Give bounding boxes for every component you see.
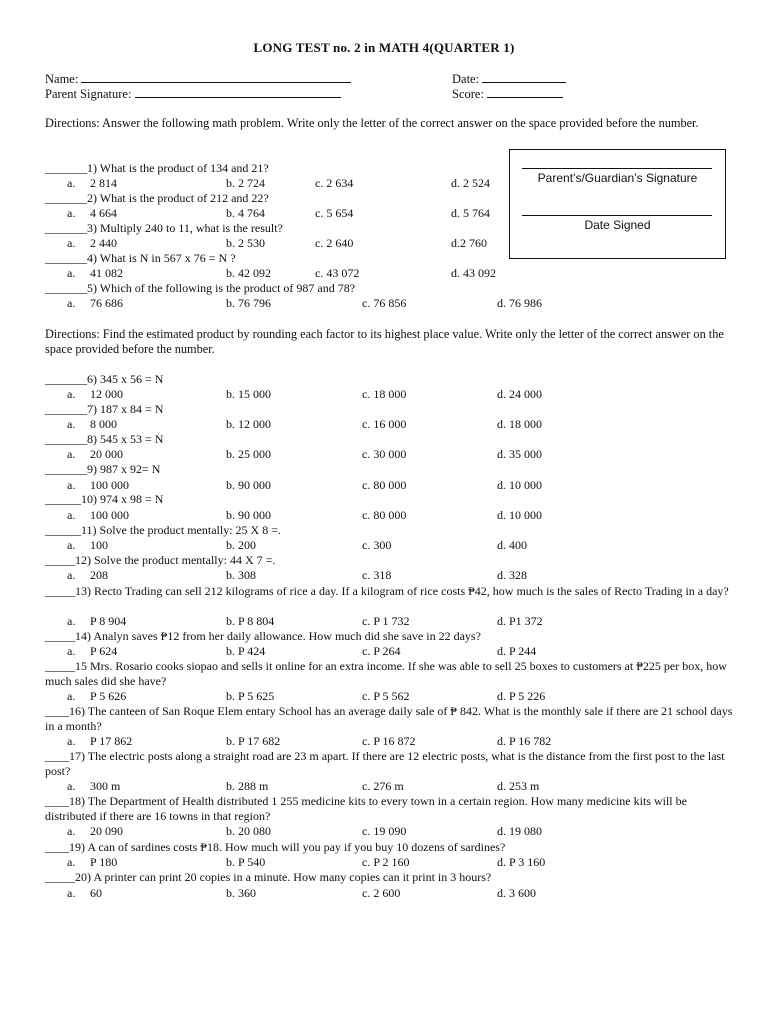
choice-d: d. 400: [497, 538, 527, 552]
choice-a: P 624: [90, 644, 118, 658]
choices-20: [45, 886, 735, 901]
choice-b: b. 360: [226, 886, 256, 900]
choice-a-marker: a.: [67, 568, 76, 582]
choices-11: [45, 538, 735, 553]
directions-part2: Directions: Find the estimated product by rounding each factor to its highest place value. Write only the letter of the correct answer on the space provided before the number.: [45, 327, 724, 356]
choice-c: c. P 1 732: [362, 614, 410, 628]
choice-d: d. P 3 160: [497, 855, 546, 869]
question-8: _______8) 545 x 53 = N: [45, 432, 164, 446]
choice-c: c. 80 000: [362, 508, 407, 522]
choice-b: b. 25 000: [226, 447, 271, 461]
question-12: _____12) Solve the product mentally: 44 X 7 =.: [45, 553, 276, 567]
choice-a: 41 082: [90, 266, 123, 280]
choice-b: b. P 540: [226, 855, 266, 869]
choice-a: 2 814: [90, 176, 117, 190]
choice-b: b. 90 000: [226, 478, 271, 492]
choice-c: c. P 5 562: [362, 689, 410, 703]
choice-c: c. 2 600: [362, 886, 401, 900]
choices-15: [45, 689, 735, 704]
choice-a-marker: a.: [67, 176, 76, 190]
choice-d: d. 5 764: [451, 206, 490, 220]
choice-a: 100 000: [90, 508, 129, 522]
choice-b: b. 2 530: [226, 236, 265, 250]
choice-b: b. P 424: [226, 644, 266, 658]
choice-a-marker: a.: [67, 614, 76, 628]
choice-d: d.2 760: [451, 236, 487, 250]
choice-d: d. 24 000: [497, 387, 542, 401]
choice-a-marker: a.: [67, 236, 76, 250]
date-signed-label: Date Signed: [584, 218, 651, 232]
choice-c: c. 2 640: [315, 236, 354, 250]
choice-a: 208: [90, 568, 108, 582]
choice-c: c. 276 m: [362, 779, 404, 793]
choice-a: 76 686: [90, 296, 123, 310]
question-11: ______11) Solve the product mentally: 25 X 8 =.: [45, 523, 281, 537]
choice-d: d. 3 600: [497, 886, 536, 900]
choice-c: c. 80 000: [362, 478, 407, 492]
choice-b: b. 20 080: [226, 824, 271, 838]
question-18: ____18) The Department of Health distributed 1 255 medicine kits to every town in a certain region. How many medicine kits will be distributed if there are 16 towns in that region?: [45, 794, 687, 823]
choice-b: b. P 8 804: [226, 614, 275, 628]
choice-d: d. 10 000: [497, 508, 542, 522]
choice-b: b. 200: [226, 538, 256, 552]
choice-c: c. 18 000: [362, 387, 407, 401]
score-row: [452, 85, 563, 102]
name-field[interactable]: [81, 70, 351, 83]
choices-4: [45, 266, 735, 281]
choice-c: c. 76 856: [362, 296, 407, 310]
choice-a: 20 090: [90, 824, 123, 838]
choice-b: b. P 17 682: [226, 734, 281, 748]
choice-c: c. 318: [362, 568, 392, 582]
choice-d: d. 76 986: [497, 296, 542, 310]
choice-b: b. 76 796: [226, 296, 271, 310]
choice-b: b. 308: [226, 568, 256, 582]
choice-a: 4 664: [90, 206, 117, 220]
choice-a: 12 000: [90, 387, 123, 401]
choice-c: c. 5 654: [315, 206, 354, 220]
question-3: _______3) Multiply 240 to 11, what is the result?: [45, 221, 283, 235]
parent-signature-field[interactable]: [135, 85, 341, 98]
question-10: ______10) 974 x 98 = N: [45, 492, 164, 506]
choice-c: c. 2 634: [315, 176, 354, 190]
choice-a: P 8 904: [90, 614, 127, 628]
choice-d: d. P 244: [497, 644, 537, 658]
choice-a: 100: [90, 538, 108, 552]
choice-a: P 180: [90, 855, 118, 869]
choice-d: d. 18 000: [497, 417, 542, 431]
question-6: _______6) 345 x 56 = N: [45, 372, 164, 386]
question-1: _______1) What is the product of 134 and 21?: [45, 161, 269, 175]
guardian-signature-line[interactable]: [522, 168, 712, 169]
choice-a: 20 000: [90, 447, 123, 461]
choice-a-marker: a.: [67, 689, 76, 703]
name-label: Name:: [45, 72, 79, 86]
choice-d: d. P 16 782: [497, 734, 552, 748]
choices-5: [45, 296, 735, 311]
guardian-signature-label: Parent’s/Guardian’s Signature: [537, 171, 698, 185]
choice-d: d. 43 092: [451, 266, 496, 280]
question-15: _____15 Mrs. Rosario cooks siopao and sells it online for an extra income. If she was able to sell 25 boxes to customers at ₱225 per box, how much sales did she have?: [45, 659, 727, 688]
parent-signature-label: Parent Signature:: [45, 87, 132, 101]
question-4: _______4) What is N in 567 x 76 = N ?: [45, 251, 236, 265]
choices-17: [45, 779, 735, 794]
choices-9: [45, 478, 735, 493]
choice-d: d. 35 000: [497, 447, 542, 461]
choice-a: P 17 862: [90, 734, 133, 748]
choice-b: b. 12 000: [226, 417, 271, 431]
choice-a: 60: [90, 886, 102, 900]
choice-b: b. 15 000: [226, 387, 271, 401]
choice-a: 100 000: [90, 478, 129, 492]
choice-a: 2 440: [90, 236, 117, 250]
choice-a-marker: a.: [67, 478, 76, 492]
score-label: Score:: [452, 87, 484, 101]
choices-6: [45, 387, 735, 402]
question-2: _______2) What is the product of 212 and 22?: [45, 191, 269, 205]
choice-d: d. 19 080: [497, 824, 542, 838]
choice-a-marker: a.: [67, 644, 76, 658]
choice-d: d. P 5 226: [497, 689, 546, 703]
choice-a-marker: a.: [67, 417, 76, 431]
directions-part1: Directions: Answer the following math problem. Write only the letter of the correct answer on the space provided before the number.: [45, 116, 699, 130]
question-9: _______9) 987 x 92= N: [45, 462, 161, 476]
question-14: _____14) Analyn saves ₱12 from her daily allowance. How much did she save in 22 days?: [45, 629, 481, 643]
choice-a-marker: a.: [67, 824, 76, 838]
choice-c: c. 30 000: [362, 447, 407, 461]
question-13: _____13) Recto Trading can sell 212 kilograms of rice a day. If a kilogram of rice costs ₱42, how much is the sales of Recto Trading in a day?: [45, 584, 729, 598]
choices-14: [45, 644, 735, 659]
choice-a-marker: a.: [67, 508, 76, 522]
choices-16: [45, 734, 735, 749]
choice-c: c. P 2 160: [362, 855, 410, 869]
choices-2: [45, 206, 735, 221]
choice-a-marker: a.: [67, 387, 76, 401]
question-20: _____20) A printer can print 20 copies in a minute. How many copies can it print in 3 hours?: [45, 870, 492, 884]
choice-a-marker: a.: [67, 886, 76, 900]
question-5: _______5) Which of the following is the product of 987 and 78?: [45, 281, 356, 295]
choice-c: c. P 16 872: [362, 734, 416, 748]
choice-d: d. 10 000: [497, 478, 542, 492]
choice-c: c. 19 090: [362, 824, 407, 838]
choices-3: [45, 236, 735, 251]
choice-b: b. P 5 625: [226, 689, 275, 703]
question-19: ____19) A can of sardines costs ₱18. How much will you pay if you buy 10 dozens of sardines?: [45, 840, 506, 854]
choice-b: b. 2 724: [226, 176, 265, 190]
choice-a-marker: a.: [67, 296, 76, 310]
score-field[interactable]: [487, 85, 563, 98]
choice-a-marker: a.: [67, 538, 76, 552]
choice-a-marker: a.: [67, 266, 76, 280]
question-17: ____17) The electric posts along a straight road are 23 m apart. If there are 12 electric posts, what is the distance from the first post to the last post?: [45, 749, 725, 778]
choice-b: b. 42 092: [226, 266, 271, 280]
choice-d: d. P1 372: [497, 614, 543, 628]
choice-c: c. 16 000: [362, 417, 407, 431]
choices-7: [45, 417, 735, 432]
choice-d: d. 253 m: [497, 779, 540, 793]
choice-a-marker: a.: [67, 447, 76, 461]
choices-8: [45, 447, 735, 462]
choice-c: c. 43 072: [315, 266, 360, 280]
page-title: LONG TEST no. 2 in MATH 4(QUARTER 1): [253, 40, 515, 55]
choices-18: [45, 824, 735, 839]
choice-c: c. P 264: [362, 644, 401, 658]
choice-a: 300 m: [90, 779, 121, 793]
choice-a: 8 000: [90, 417, 117, 431]
choice-c: c. 300: [362, 538, 392, 552]
choices-12: [45, 568, 735, 583]
date-field[interactable]: [482, 70, 566, 83]
choices-1: [45, 176, 735, 191]
choice-b: b. 4 764: [226, 206, 265, 220]
choices-19: [45, 855, 735, 870]
choice-b: b. 288 m: [226, 779, 269, 793]
question-16: ____16) The canteen of San Roque Elem entary School has an average daily sale of ₱ 842. What is the monthly sale if there are 21 school days in a month?: [45, 704, 733, 733]
choice-a: P 5 626: [90, 689, 127, 703]
choice-a-marker: a.: [67, 855, 76, 869]
choices-10: [45, 508, 735, 523]
parent-signature-row: [45, 85, 341, 102]
choice-a-marker: a.: [67, 206, 76, 220]
choice-d: d. 328: [497, 568, 527, 582]
question-7: _______7) 187 x 84 = N: [45, 402, 164, 416]
choice-b: b. 90 000: [226, 508, 271, 522]
choices-13: [45, 614, 735, 629]
choice-a-marker: a.: [67, 779, 76, 793]
choice-d: d. 2 524: [451, 176, 490, 190]
choice-a-marker: a.: [67, 734, 76, 748]
date-label: Date:: [452, 72, 480, 86]
